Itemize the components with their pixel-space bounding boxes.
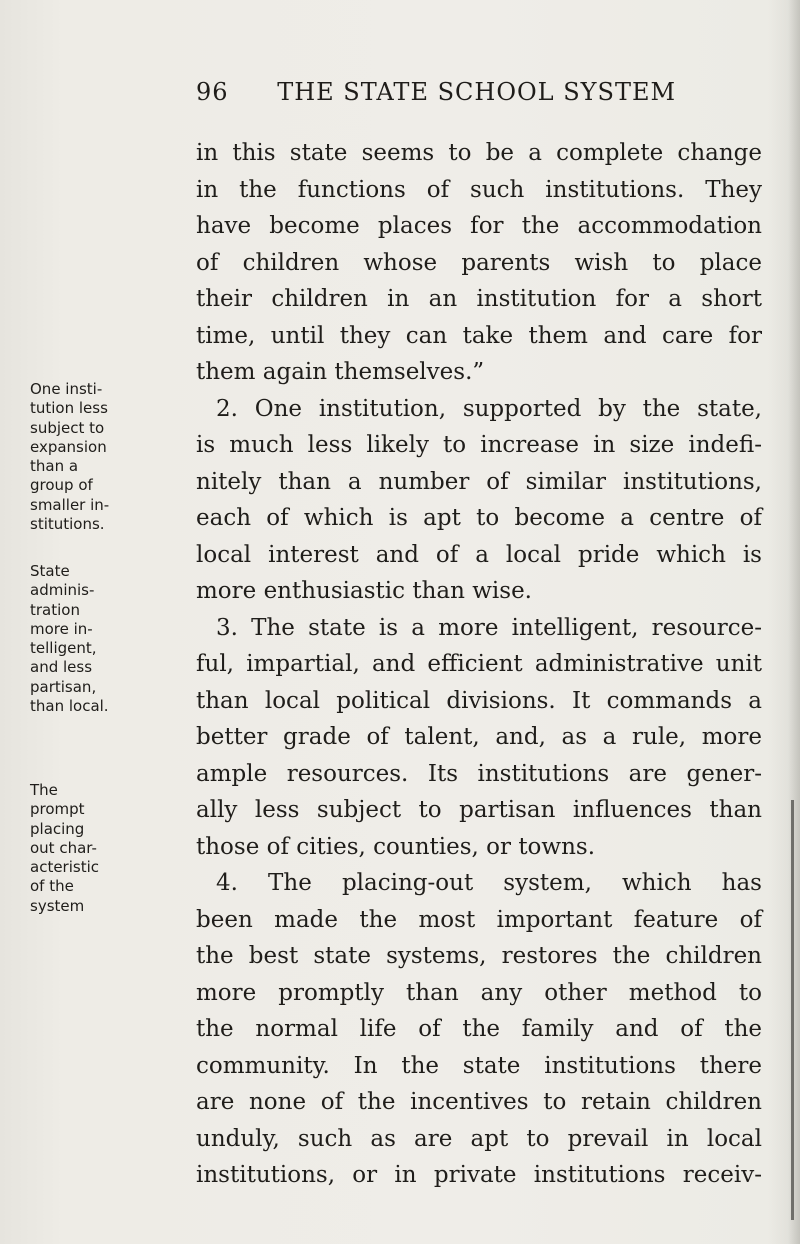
running-title: THE STATE SCHOOL SYSTEM	[277, 78, 677, 106]
body-line: nitely than a number of similar institutions,	[196, 468, 762, 495]
body-line: ful, impartial, and efficient administrative unit	[196, 651, 762, 677]
body-line: local interest and of a local pride which is	[196, 541, 762, 568]
body-line: have become places for the accommodation	[196, 213, 762, 239]
side-note-placing-out	[30, 781, 150, 916]
body-line: 3. The state is a more intelligent, resource-	[216, 614, 762, 641]
body-line: 4. The placing-out system, which has	[216, 870, 762, 896]
side-note-line: acteristic	[30, 858, 99, 877]
running-header	[196, 78, 756, 106]
side-note-line: telligent,	[30, 639, 97, 658]
body-line: institutions, or in private institutions receiv-	[196, 1162, 762, 1188]
side-note-line: of the	[30, 877, 74, 896]
side-note-administration	[30, 562, 150, 716]
side-note-line: stitutions.	[30, 515, 105, 534]
page-binding-edge	[791, 800, 794, 1220]
side-note-line: expansion	[30, 437, 107, 456]
body-line: them again themselves.”	[196, 359, 485, 385]
body-line: time, until they can take them and care for	[196, 322, 762, 349]
body-line: each of which is apt to become a centre of	[196, 505, 762, 531]
side-note-line: smaller in-	[30, 495, 110, 514]
page-edge-shadow	[788, 0, 800, 1244]
body-line: more enthusiastic than wise.	[196, 578, 532, 604]
body-line: community. In the state institutions there	[196, 1052, 762, 1079]
body-line: 2. One institution, supported by the state,	[216, 395, 762, 422]
body-line: of children whose parents wish to place	[196, 249, 762, 276]
body-line: ample resources. Its institutions are gener-	[196, 760, 762, 787]
side-note-line: than local.	[30, 697, 109, 716]
side-note-line: prompt	[30, 800, 85, 819]
body-line: unduly, such as are apt to prevail in local	[196, 1125, 762, 1152]
side-note-line: adminis-	[30, 581, 95, 600]
body-line: the normal life of the family and of the	[196, 1016, 762, 1042]
side-note-line: partisan,	[30, 677, 97, 696]
side-note-line: and less	[30, 658, 93, 677]
side-note-line: than a	[30, 457, 79, 476]
body-line: better grade of talent, and, as a rule, more	[196, 724, 762, 750]
body-line: been made the most important feature of	[196, 906, 762, 933]
body-line: is much less likely to increase in size indefi-	[196, 432, 762, 458]
side-note-line: tration	[30, 600, 80, 619]
side-note-line: State	[30, 562, 70, 580]
side-note-line: The	[30, 781, 58, 799]
side-note-line: system	[30, 896, 85, 915]
page-number: 96	[196, 78, 229, 106]
side-note-line: more in-	[30, 619, 93, 638]
body-text	[196, 135, 762, 1194]
body-line: are none of the incentives to retain children	[196, 1089, 762, 1115]
side-note-line: tution less	[30, 399, 108, 418]
side-note-line: One insti-	[30, 380, 103, 398]
side-note-line: subject to	[30, 418, 105, 437]
body-line: in the functions of such institutions. They	[196, 176, 762, 203]
body-line: than local political divisions. It commands a	[196, 687, 762, 714]
body-line: the best state systems, restores the children	[196, 943, 762, 969]
side-note-line: group of	[30, 476, 93, 495]
side-note-line: placing	[30, 819, 85, 838]
body-line: their children in an institution for a short	[196, 286, 762, 312]
body-line: more promptly than any other method to	[196, 979, 762, 1006]
side-note-institution	[30, 380, 150, 534]
body-line: ally less subject to partisan influences than	[196, 797, 762, 823]
side-note-line: out char-	[30, 838, 97, 857]
body-line: in this state seems to be a complete change	[196, 140, 762, 166]
body-line: those of cities, counties, or towns.	[196, 833, 596, 860]
